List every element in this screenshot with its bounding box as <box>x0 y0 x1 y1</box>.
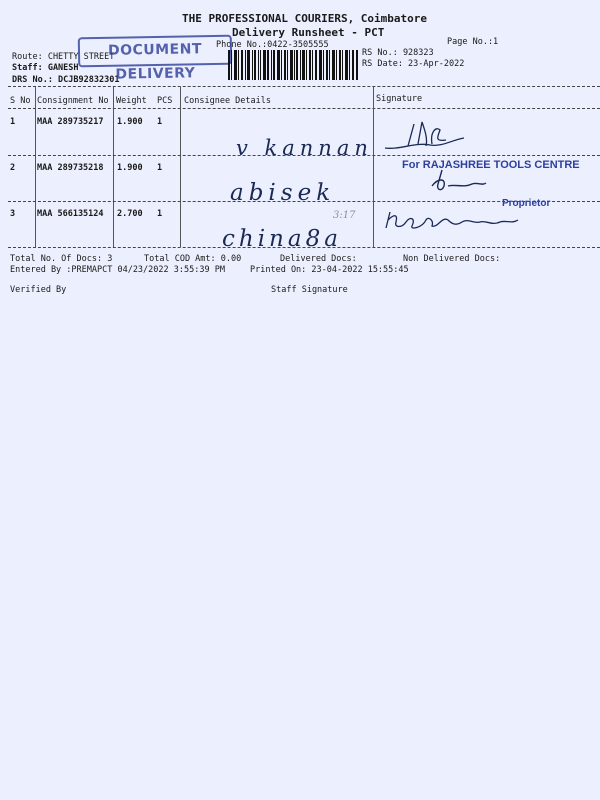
document-title: Delivery Runsheet - PCT <box>232 26 385 39</box>
row-1-weight: 1.900 <box>117 117 143 127</box>
row-3-sno: 3 <box>10 209 16 219</box>
non-delivered-docs: Non Delivered Docs: <box>403 254 501 264</box>
company-stamp: For RAJASHREE TOOLS CENTRE <box>402 159 580 171</box>
column-divider <box>373 87 374 247</box>
row-1-pcs: 1 <box>157 117 163 127</box>
proprietor-stamp: Proprietor <box>502 198 551 209</box>
company-name: THE PROFESSIONAL COURIERS, Coimbatore <box>182 12 428 25</box>
col-header-consignment: Consignment No <box>37 96 109 106</box>
signature-1 <box>380 118 470 158</box>
row-2-pcs: 1 <box>157 163 163 173</box>
handwritten-name-2: abisek <box>230 180 336 206</box>
row-3-weight: 2.700 <box>117 209 143 219</box>
col-header-sno: S No <box>10 96 31 106</box>
row-2-consignment: MAA 289735218 <box>37 163 104 173</box>
row-3-pcs: 1 <box>157 209 163 219</box>
row-3-consignment: MAA 566135124 <box>37 209 104 219</box>
handwritten-name-1: v kannan <box>236 136 373 160</box>
col-header-signature: Signature <box>376 94 423 104</box>
staff-signature: Staff Signature <box>271 285 348 295</box>
column-divider <box>35 87 36 247</box>
signature-3 <box>382 206 522 236</box>
page-number: Page No.:1 <box>447 37 499 47</box>
row-1-sno: 1 <box>10 117 16 127</box>
row-2-sno: 2 <box>10 163 16 173</box>
signature-2 <box>428 168 488 194</box>
col-header-consignee: Consignee Details <box>184 96 271 106</box>
col-header-pcs: PCS <box>157 96 173 106</box>
barcode <box>228 50 358 80</box>
handwritten-time: 3:17 <box>333 210 356 221</box>
table-top-rule <box>8 86 600 87</box>
route: Route: CHETTY STREET <box>12 52 115 62</box>
column-divider <box>113 87 114 247</box>
handwritten-name-3: china8a <box>222 226 342 252</box>
col-header-weight: Weight <box>116 96 147 106</box>
document-delivery-stamp: DOCUMENT DELIVERY <box>78 35 233 68</box>
printed-on: Printed On: 23-04-2022 15:55:45 <box>250 265 409 275</box>
drs-number: DRS No.: DCJB92832301 <box>12 75 120 85</box>
row-1-consignment: MAA 289735217 <box>37 117 104 127</box>
table-header-rule <box>8 108 600 109</box>
rs-number: RS No.: 928323 <box>362 48 434 58</box>
rs-date: RS Date: 23-Apr-2022 <box>362 59 465 69</box>
verified-by: Verified By <box>10 285 67 295</box>
total-docs: Total No. Of Docs: 3 <box>10 254 113 264</box>
row-2-weight: 1.900 <box>117 163 143 173</box>
entered-by: Entered By :PREMAPCT 04/23/2022 3:55:39 PM <box>10 265 225 275</box>
staff: Staff: GANESH <box>12 63 79 73</box>
phone-number: Phone No.:0422-3505555 <box>216 40 329 50</box>
column-divider <box>180 87 181 247</box>
total-cod: Total COD Amt: 0.00 <box>144 254 242 264</box>
delivered-docs: Delivered Docs: <box>280 254 357 264</box>
